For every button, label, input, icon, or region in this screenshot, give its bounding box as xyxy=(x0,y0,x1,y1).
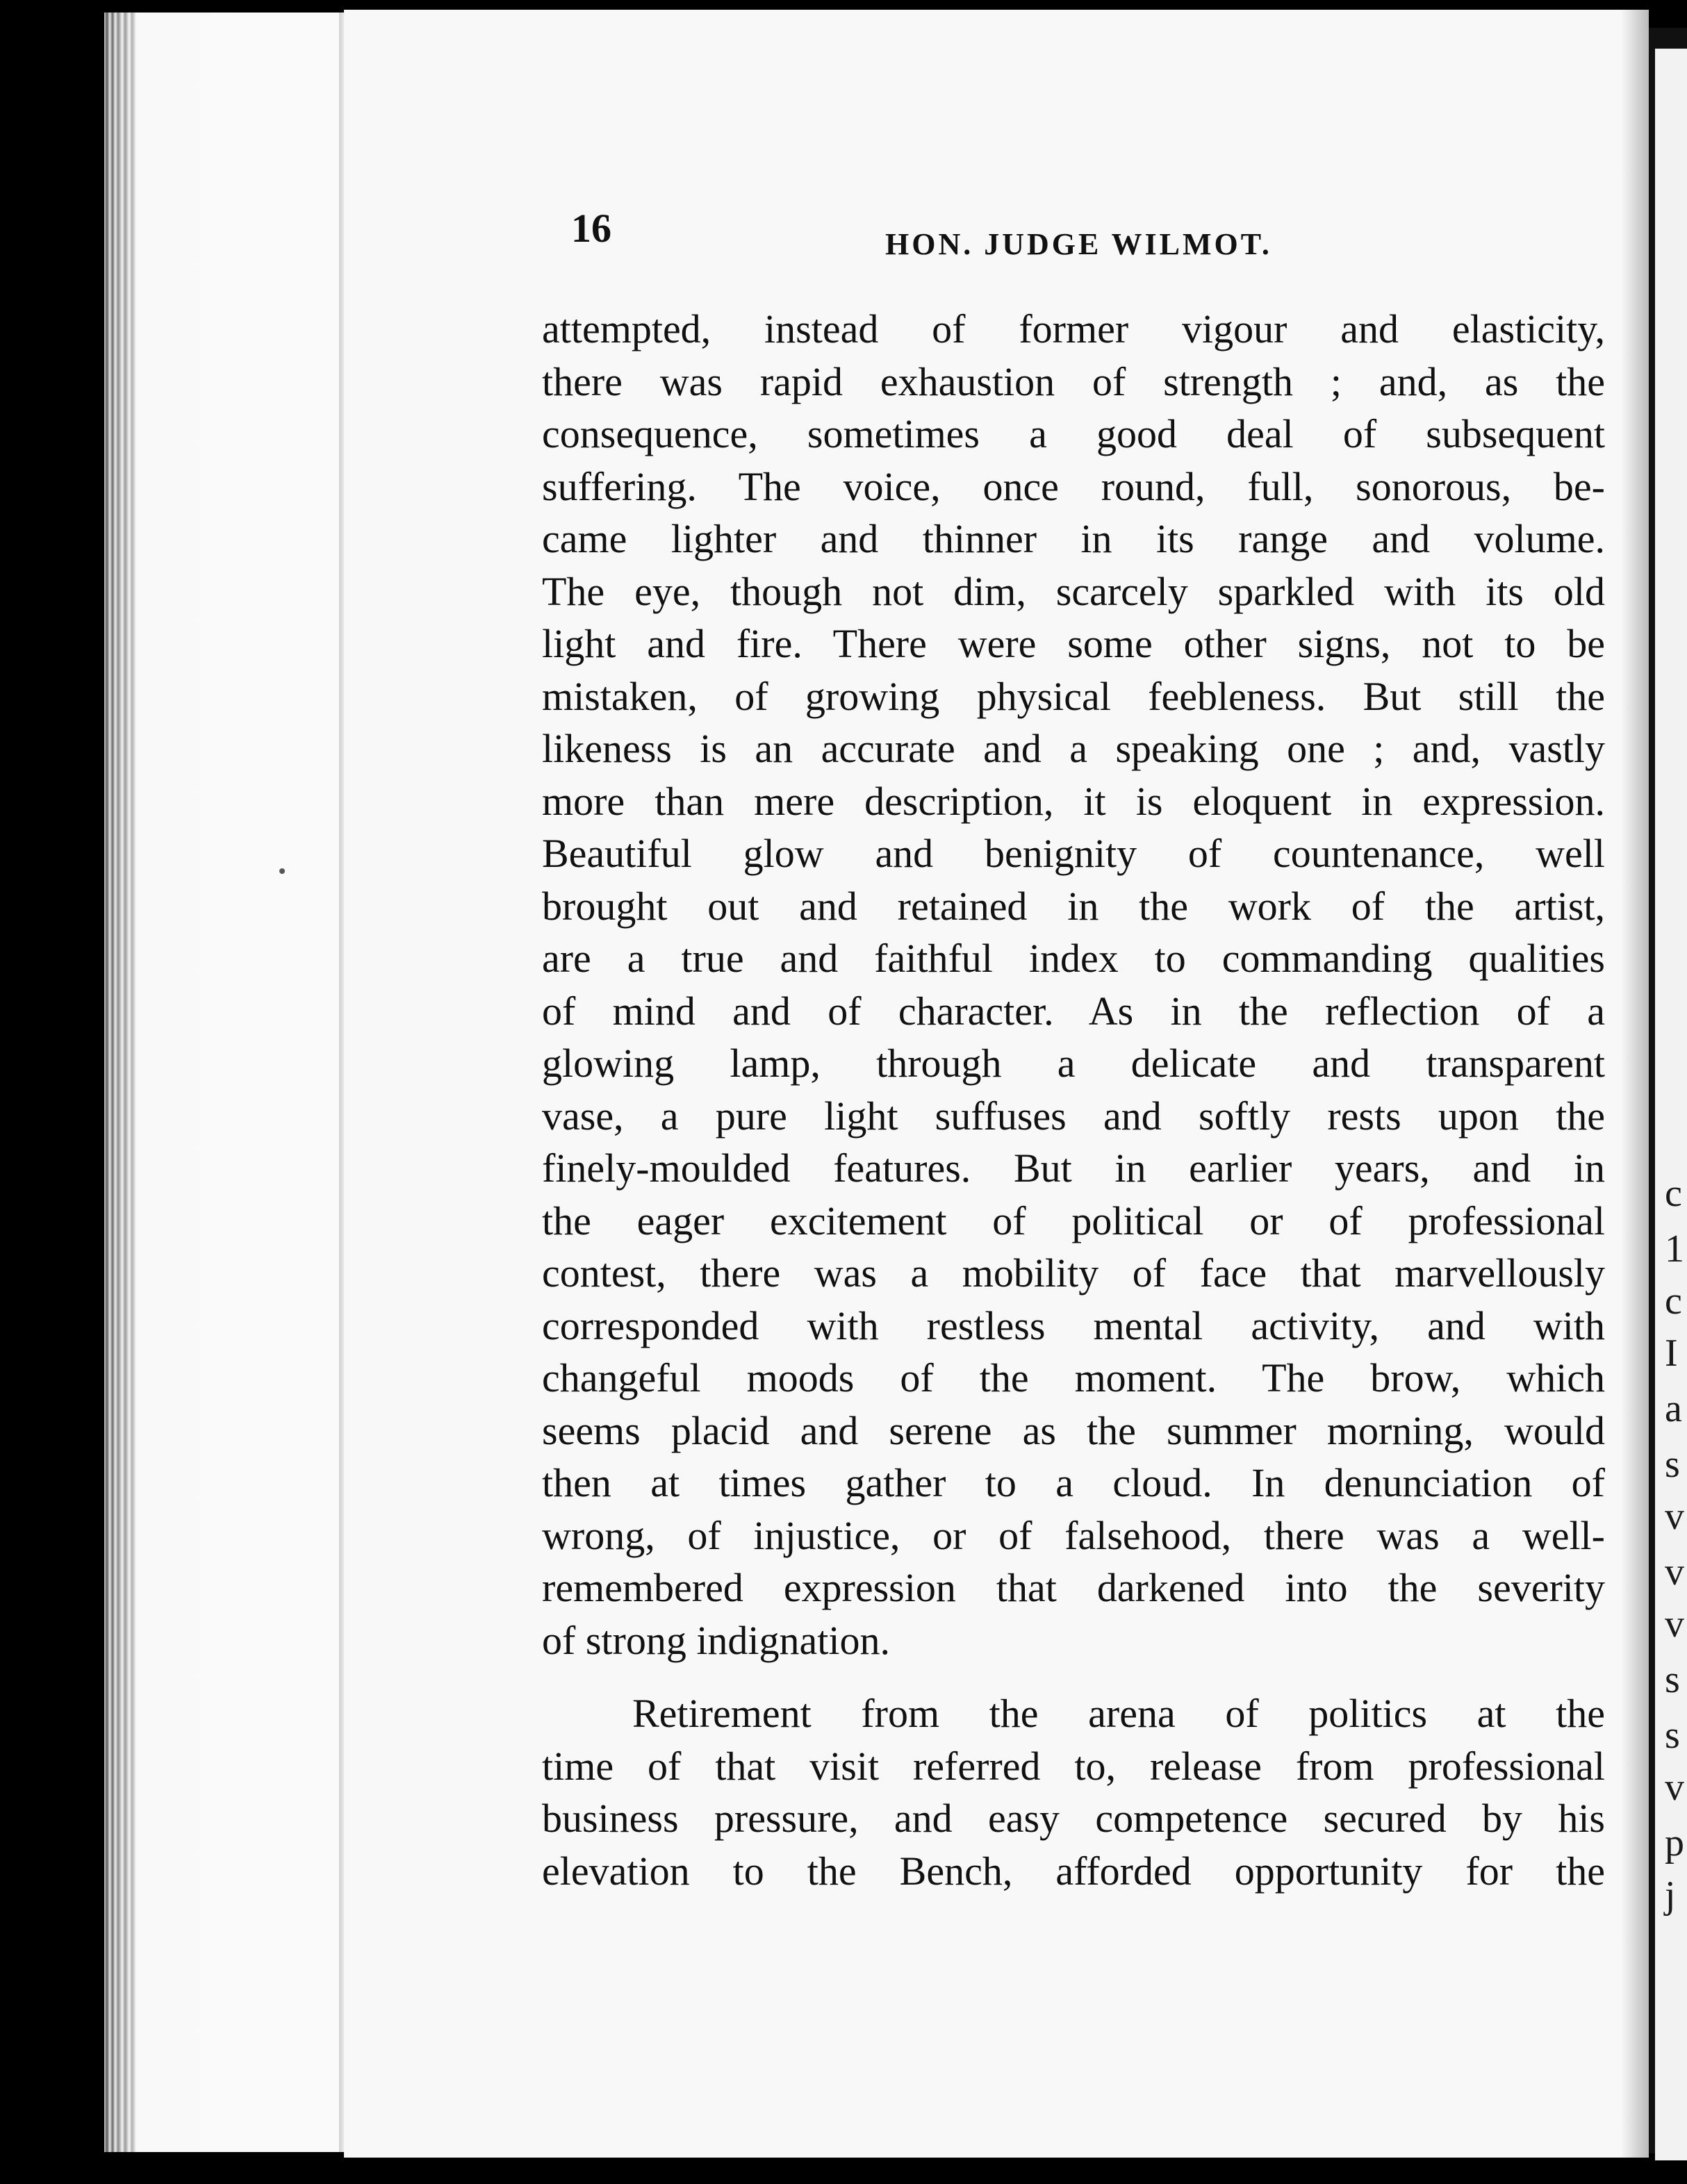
text-line: contest, there was a mobility of face that marvellously xyxy=(542,1250,1605,1296)
text-line: remembered expression that darkened into the severity xyxy=(542,1565,1605,1610)
facing-page-letter: c xyxy=(1665,1172,1682,1215)
facing-page-letter: s xyxy=(1665,1658,1680,1701)
gutter-shadow xyxy=(1621,10,1649,2158)
text-line: The eye, though not dim, scarcely sparkled with its old xyxy=(542,568,1605,614)
text-line: seems placid and serene as the summer morning, would xyxy=(542,1407,1605,1453)
facing-page-letter: I xyxy=(1665,1332,1678,1375)
facing-page-letter: 1 xyxy=(1665,1227,1684,1271)
text-line: business pressure, and easy competence secured by his xyxy=(542,1796,1605,1841)
page-number: 16 xyxy=(571,206,611,251)
facing-page-letter: c xyxy=(1665,1280,1682,1323)
text-line: came lighter and thinner in its range and volume. xyxy=(542,516,1605,561)
facing-page-letter: p xyxy=(1665,1821,1684,1864)
text-line: Beautiful glow and benignity of countenance, well xyxy=(542,831,1605,876)
text-line: Retirement from the arena of politics at the xyxy=(632,1691,1605,1736)
text-line: brought out and retained in the work of the artist, xyxy=(542,883,1605,929)
facing-page-letter: j xyxy=(1665,1873,1676,1917)
text-line: there was rapid exhaustion of strength ; and, as the xyxy=(542,358,1605,404)
body-text xyxy=(542,303,1605,1897)
text-line: of strong indignation. xyxy=(542,1617,891,1663)
facing-page-letter: v xyxy=(1665,1766,1684,1809)
text-line: mistaken, of growing physical feebleness. But still the xyxy=(542,673,1605,719)
dust-speck xyxy=(279,868,285,874)
text-line: consequence, sometimes a good deal of subsequent xyxy=(542,411,1605,456)
facing-page-letter: s xyxy=(1665,1714,1680,1757)
facing-page-letter: a xyxy=(1665,1387,1682,1430)
text-line: more than mere description, it is eloquent in expression. xyxy=(542,778,1605,824)
facing-page-letter: v xyxy=(1665,1550,1684,1594)
text-line: attempted, instead of former vigour and elasticity, xyxy=(542,306,1605,351)
page-edges xyxy=(104,13,344,2152)
text-line: light and fire. There were some other signs, not to be xyxy=(542,621,1605,666)
facing-page-letter: v xyxy=(1665,1495,1684,1538)
text-line: changeful moods of the moment. The brow, which xyxy=(542,1355,1605,1400)
text-line: of mind and of character. As in the reflection of a xyxy=(542,988,1605,1034)
text-line: time of that visit referred to, release from professional xyxy=(542,1743,1605,1789)
text-line: elevation to the Bench, afforded opportunity for the xyxy=(542,1848,1605,1894)
facing-page-letter: s xyxy=(1665,1443,1680,1486)
paragraph-gap xyxy=(542,1666,1605,1687)
facing-page-letter: v xyxy=(1665,1603,1684,1646)
text-line: corresponded with restless mental activity, and with xyxy=(542,1302,1605,1348)
text-line: finely-moulded features. But in earlier years, and in xyxy=(542,1145,1605,1191)
text-line: vase, a pure light suffuses and softly rests upon the xyxy=(542,1093,1605,1139)
text-line: suffering. The voice, once round, full, sonorous, be- xyxy=(542,463,1605,509)
running-head: HON. JUDGE WILMOT. xyxy=(885,227,1272,261)
text-line: likeness is an accurate and a speaking one ; and, vastly xyxy=(542,726,1605,771)
text-line: are a true and faithful index to commanding qualities xyxy=(542,936,1605,981)
text-line: glowing lamp, through a delicate and transparent xyxy=(542,1041,1605,1086)
text-line: wrong, of injustice, or of falsehood, there was a well- xyxy=(542,1512,1605,1558)
text-line: the eager excitement of political or of professional xyxy=(542,1198,1605,1243)
text-line: then at times gather to a cloud. In denunciation of xyxy=(542,1460,1605,1505)
